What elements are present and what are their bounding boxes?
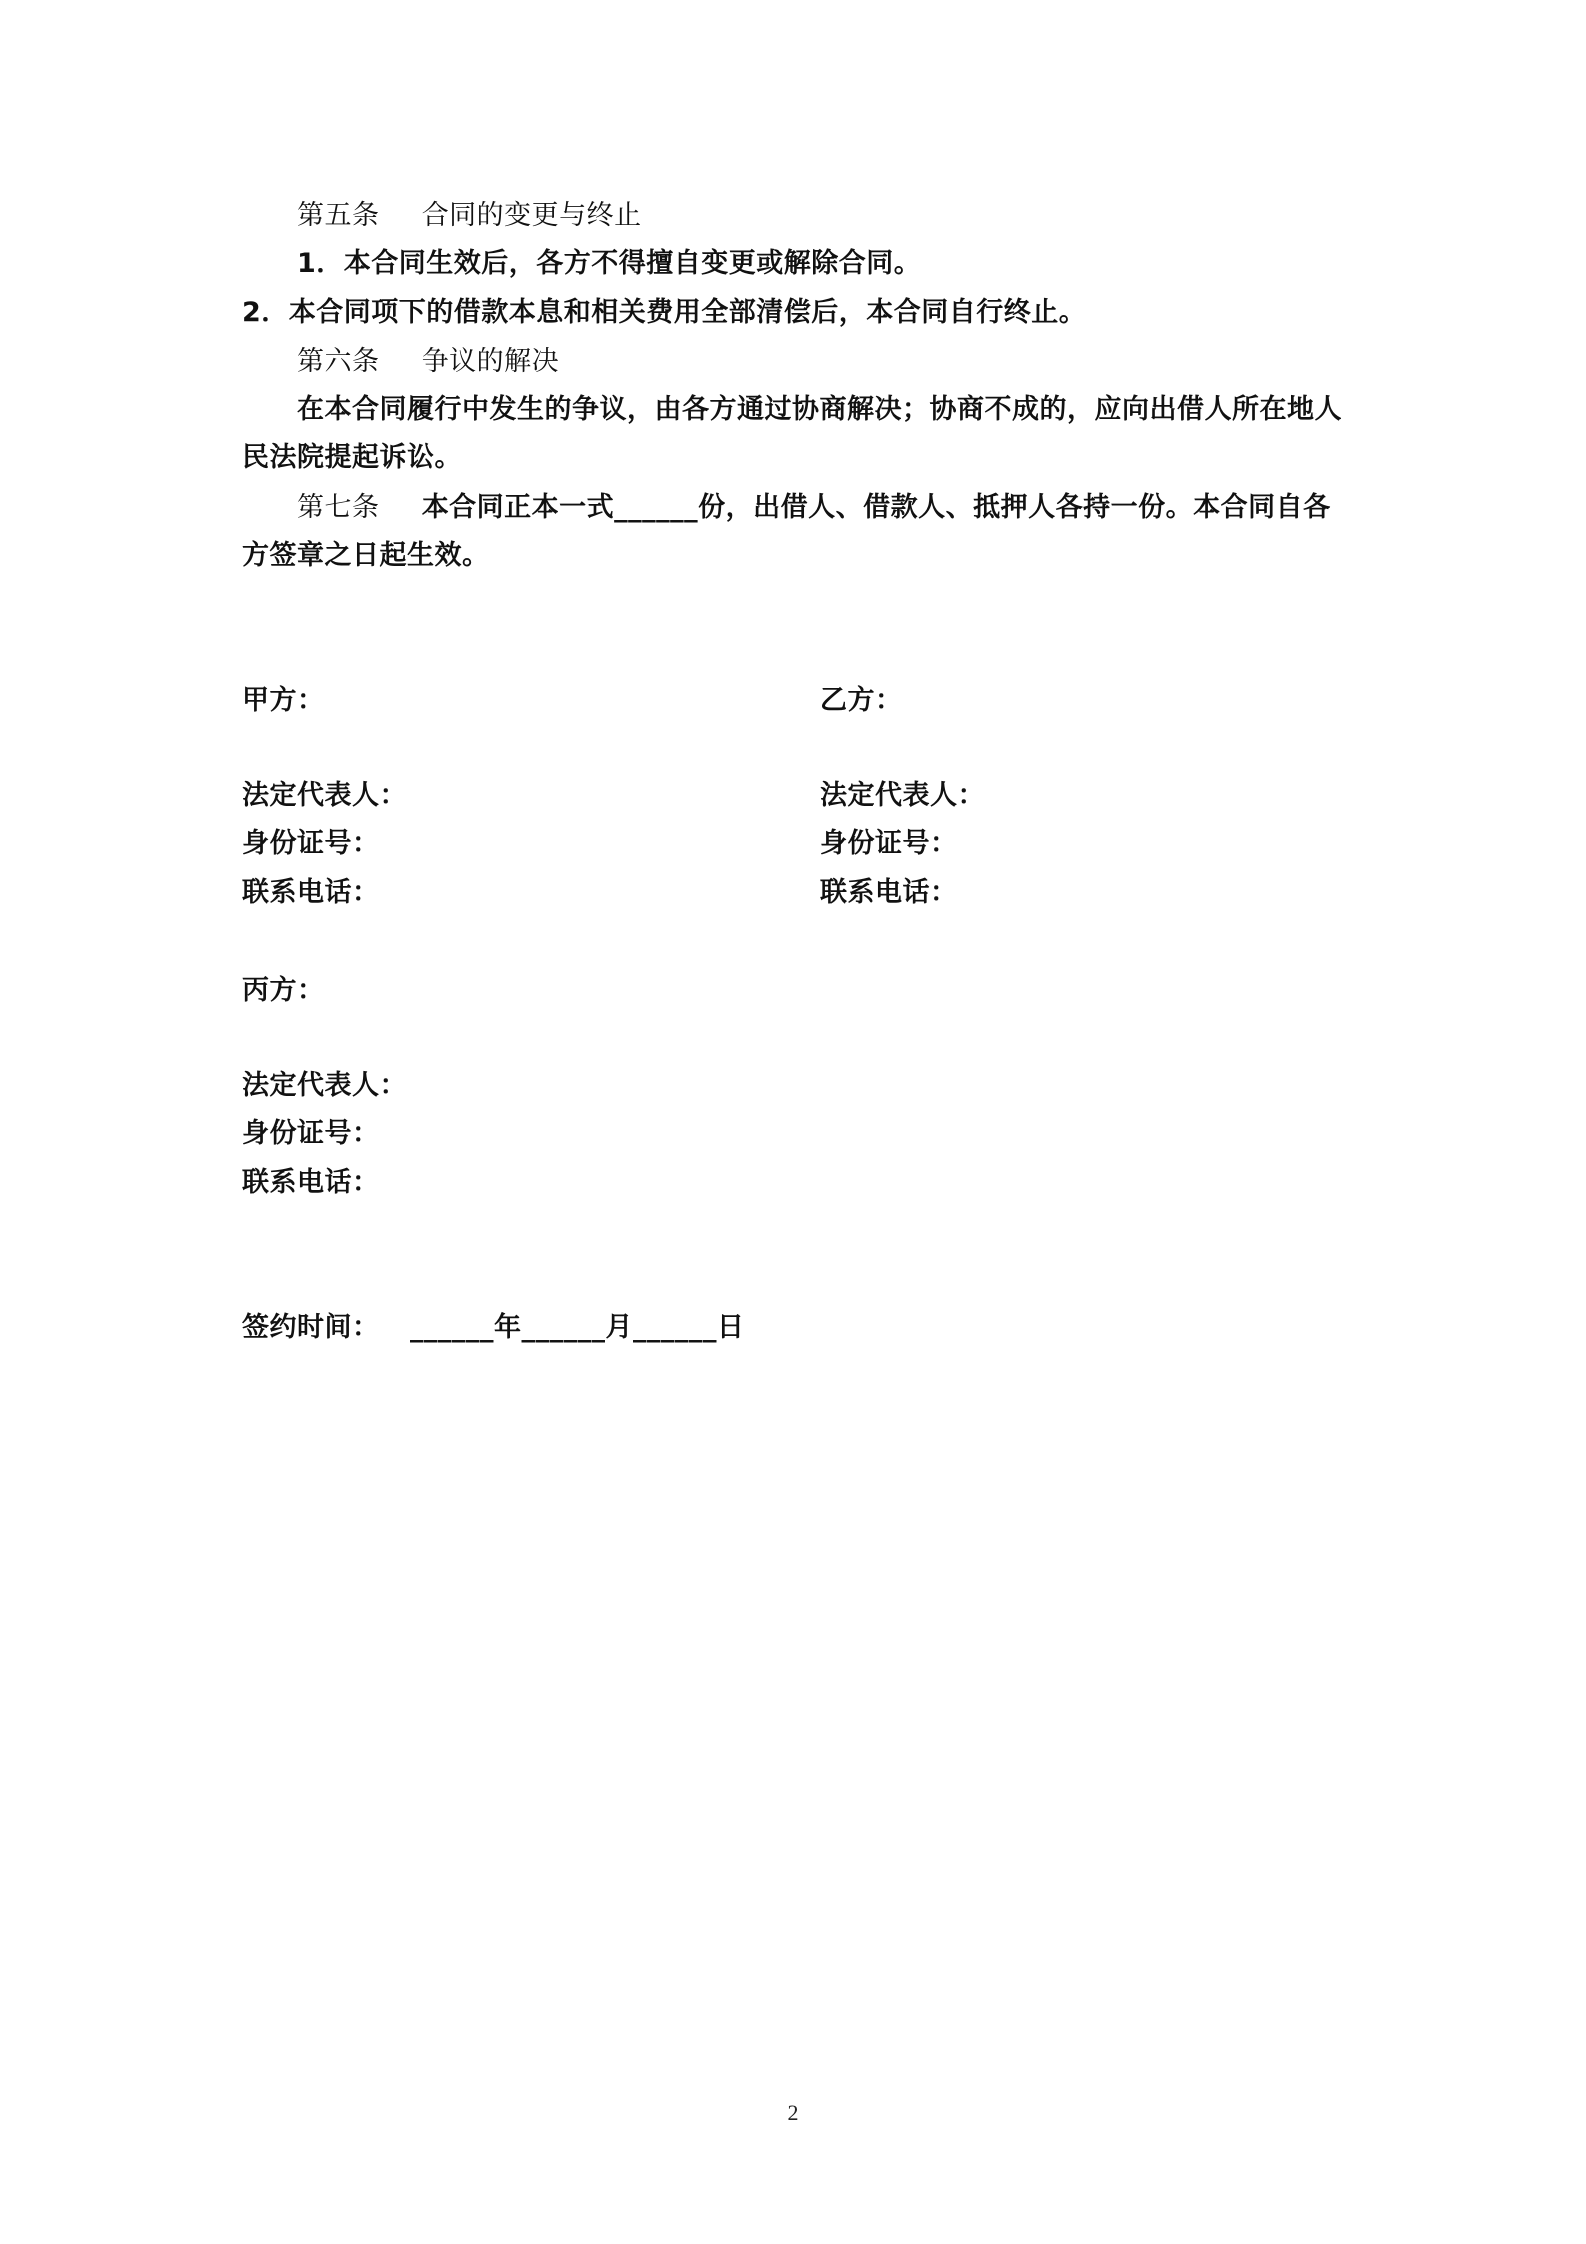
page-number: 2 [787, 2100, 799, 2125]
article5-item2: 2．本合同项下的借款本息和相关费用全部清偿后，本合同自行终止。 [242, 297, 1087, 328]
party-b-label: 乙方： [820, 685, 903, 716]
article5-item1: 1．本合同生效后，各方不得擅自变更或解除合同。 [297, 248, 922, 279]
article5-heading [297, 202, 642, 229]
article7-body-line1: 本合同正本一式______份，出借人、借款人、抵押人各持一份。本合同自各 [421, 492, 1331, 523]
article6-heading-title: 争议的解决 [421, 346, 560, 377]
article6-body-line2: 民法院提起诉讼。 [242, 442, 462, 473]
article5-heading-title: 合同的变更与终止 [421, 200, 642, 231]
article7-line1 [297, 494, 1331, 521]
article7-heading-num: 第七条 [297, 492, 380, 523]
article7-body-line2: 方签章之日起生效。 [242, 540, 490, 571]
party-b-id: 身份证号： [820, 828, 958, 859]
signing-date-blank: ______年______月______日 [410, 1312, 745, 1343]
party-c-rep: 法定代表人： [242, 1070, 407, 1101]
party-a-phone: 联系电话： [242, 877, 380, 908]
party-a-label: 甲方： [242, 685, 325, 716]
party-a-rep: 法定代表人： [242, 780, 407, 811]
party-c-label: 丙方： [242, 975, 325, 1006]
party-a-id: 身份证号： [242, 828, 380, 859]
article5-heading-num: 第五条 [297, 200, 380, 231]
article6-body-line1: 在本合同履行中发生的争议，由各方通过协商解决；协商不成的，应向出借人所在地人 [297, 394, 1342, 425]
article6-heading-num: 第六条 [297, 346, 380, 377]
signing-label: 签约时间： [242, 1312, 380, 1343]
party-c-id: 身份证号： [242, 1118, 380, 1149]
article6-heading [297, 348, 559, 375]
party-b-phone: 联系电话： [820, 877, 958, 908]
party-c-phone: 联系电话： [242, 1167, 380, 1198]
party-b-rep: 法定代表人： [820, 780, 985, 811]
